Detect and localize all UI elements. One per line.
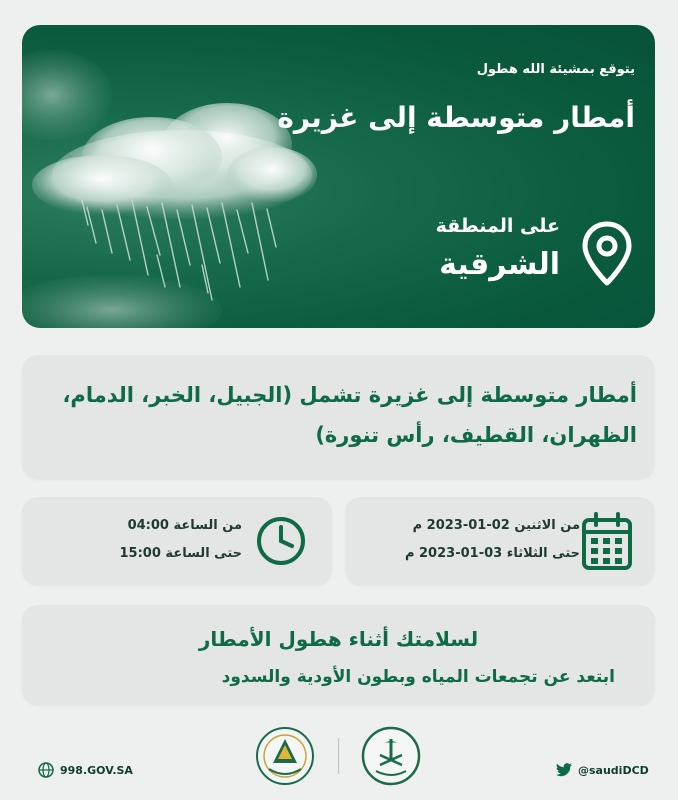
ministry-logo: [360, 725, 422, 787]
civil-defense-logo: [254, 725, 316, 787]
time-from: من الساعة 04:00: [127, 518, 242, 533]
date-to: حتى الثلاثاء 03-01-2023 م: [404, 546, 580, 561]
banner-title: أمطار متوسطة إلى غزيرة: [277, 101, 635, 134]
banner-subtitle: يتوقع بمشيئة الله هطول: [476, 62, 635, 77]
date-card: [345, 497, 655, 585]
time-card: [22, 497, 332, 585]
date-from: من الاثنين 02-01-2023 م: [412, 518, 580, 533]
region-name: الشرقية: [439, 247, 560, 282]
calendar-icon: [581, 511, 633, 571]
twitter-icon: [556, 763, 572, 777]
safety-text: ابتعد عن تجمعات المياه وبطون الأودية والسدود: [221, 667, 615, 687]
footer-twitter[interactable]: [556, 762, 649, 778]
globe-icon: [38, 762, 54, 778]
twitter-handle[interactable]: @saudiDCD: [578, 763, 649, 777]
safety-card: [22, 605, 655, 705]
rain-cloud-icon: [22, 25, 352, 328]
location-pin-icon: [582, 221, 632, 287]
clock-icon: [255, 515, 307, 567]
time-to: حتى الساعة 15:00: [119, 546, 242, 561]
logo-divider: [338, 738, 339, 774]
description-text: أمطار متوسطة إلى غزيرة تشمل (الجبيل، الخبر، الدمام، الظهران، القطيف، رأس تنورة): [62, 383, 637, 447]
safety-title: لسلامتك أثناء هطول الأمطار: [198, 627, 479, 651]
description-card: [22, 355, 655, 479]
region-label: على المنطقة: [435, 215, 560, 237]
website-link[interactable]: 998.GOV.SA: [60, 763, 133, 777]
weather-banner: [22, 25, 655, 328]
footer-website[interactable]: [38, 762, 133, 778]
